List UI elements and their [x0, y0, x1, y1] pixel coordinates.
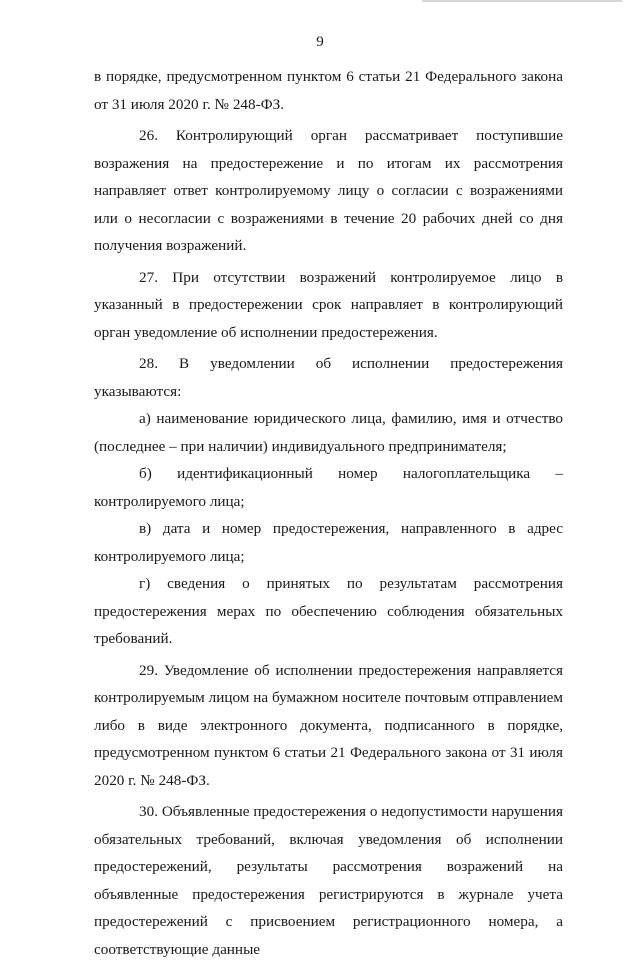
paragraph-30: 30. Объявленные предостережения о недопустимости нарушения обязательных требований, включая уведомления об исполнении предостережений, результаты рассмотрения возражений на объявленные предостережения регистрируются в журнале учета предостережений с присвоением регистрационного номера, а соответствующие данные [94, 803, 563, 958]
paragraph-29: 29. Уведомление об исполнении предостережения направляется контролируемым лицом на бумажном носителе почтовым отправлением либо в виде электронного документа, подписанного в порядке, предусмотренном пунктом 6 статьи 21 Федерального закона от 31 июля 2020 г. № 248-ФЗ. [94, 661, 563, 789]
paragraph-continuation: в порядке, предусмотренном пунктом 6 статьи 21 Федерального закона от 31 июля 2020 г. № 248-ФЗ. [94, 68, 563, 113]
paragraph-28-item-b: б) идентификационный номер налогоплательщика – контролируемого лица; [94, 465, 563, 510]
document-body [94, 63, 563, 963]
paragraph-28-item-v: в) дата и номер предостережения, направленного в адрес контролируемого лица; [94, 520, 563, 565]
page-number: 9 [316, 34, 324, 50]
paragraph-26: 26. Контролирующий орган рассматривает поступившие возражения на предостережение и по итогам их рассмотрения направляет ответ контролируемому лицу о согласии с возражениями или о несогласии с возражениями в течение 20 рабочих дней со дня получения возражений. [94, 127, 563, 254]
top-edge-rule [422, 0, 622, 2]
paragraph-28-item-a: а) наименование юридического лица, фамилию, имя и отчество (последнее – при наличии) индивидуального предпринимателя; [94, 410, 563, 455]
paragraph-27: 27. При отсутствии возражений контролируемое лицо в указанный в предостережении срок направляет в контролирующий орган уведомление об исполнении предостережения. [94, 268, 563, 341]
paragraph-28-item-g: г) сведения о принятых по результатам рассмотрения предостережения мерах по обеспечению соблюдения обязательных требований. [94, 575, 563, 647]
paragraph-28: 28. В уведомлении об исполнении предостережения указываются: [94, 355, 563, 400]
